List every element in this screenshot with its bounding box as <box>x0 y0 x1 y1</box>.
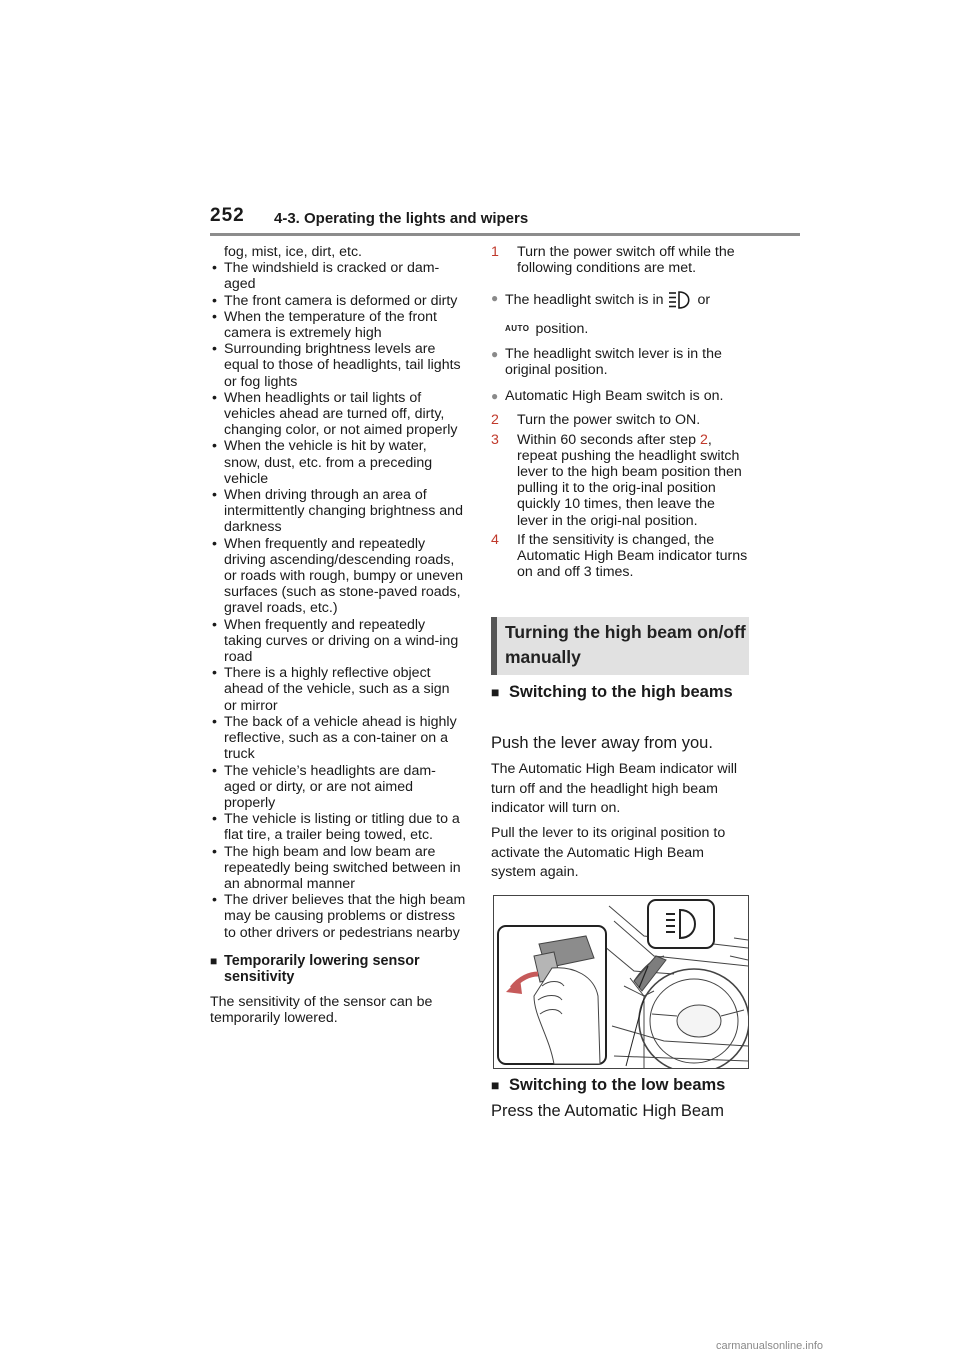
page-number: 252 <box>210 205 245 226</box>
condition-headlight-switch <box>491 290 749 336</box>
watermark: carmanualsonline.info <box>716 1340 824 1352</box>
list-item: • The windshield is cracked or dam-aged <box>210 260 466 292</box>
high-beams-instruction: Push the lever away from you. <box>491 734 713 752</box>
step-text: If the sensitivity is changed, the Automatic High Beam indicator turns on and off 3 times. <box>517 531 748 581</box>
step-number: 1 <box>491 244 499 260</box>
low-beams-subheading: ■ Switching to the low beams <box>491 1075 749 1096</box>
step-reference: 2 <box>699 431 708 448</box>
list-item: • When the temperature of the front camera is extremely high <box>210 309 466 341</box>
list-item: • When frequently and repeatedly taking curves or driving on a wind-ing road <box>210 617 466 666</box>
list-item: • The vehicle’s headlights are dam-aged or dirty, or are not aimed properly <box>210 763 466 812</box>
auto-icon: AUTO <box>505 323 530 333</box>
headlight-icon <box>668 290 694 314</box>
sensitivity-paragraph: The sensitivity of the sensor can be temporarily lowered. <box>210 993 433 1026</box>
step-2 <box>491 412 749 428</box>
section-title: 4-3. Operating the lights and wipers <box>274 210 529 227</box>
step-4 <box>491 532 749 581</box>
list-item: • There is a highly reflective object ahead of the vehicle, such as a sign or mirror <box>210 665 466 714</box>
list-item: • The vehicle is listing or titling due to a flat tire, a trailer being towed, etc. <box>210 811 466 843</box>
high-beams-note-1: The Automatic High Beam indicator will turn off and the headlight high beam indicator will turn on. <box>491 761 738 817</box>
step-number: 4 <box>491 531 499 548</box>
condition-ahb-switch: ● Automatic High Beam switch is on. <box>491 388 749 404</box>
list-item: • When frequently and repeatedly driving ascending/descending roads, or roads with rough, bumpy or uneven surfaces (such as stone-paved roads, gravel roads, etc.) <box>210 536 466 617</box>
step-text: Turn the power switch off while the following conditions are met. <box>517 244 735 277</box>
condition-text: position. <box>535 320 589 337</box>
step-text: Turn the power switch to ON. <box>517 412 701 429</box>
step-number: 3 <box>491 431 499 448</box>
left-column <box>210 244 466 1026</box>
steering-lever-drawing <box>494 896 748 1068</box>
list-item: • Surrounding brightness levels are equal to those of headlights, tail lights or fog lights <box>210 341 466 390</box>
condition-text: The headlight switch is in <box>505 292 664 309</box>
condition-list <box>210 260 466 941</box>
list-item: • When the vehicle is hit by water, snow, dust, etc. from a preceding vehicle <box>210 438 466 487</box>
step-text: , repeat pushing the headlight switch lever to the high beam position then pulling it to the orig-inal position quickly 10 times, then leave the lever in the origi-nal position. <box>517 431 742 529</box>
page-header <box>210 203 800 236</box>
list-item: • The driver believes that the high beam may be causing problems or distress to other drivers or pedestrians nearby <box>210 892 466 941</box>
step-1 <box>491 244 749 276</box>
list-item: • The back of a vehicle ahead is highly reflective, such as a con-tainer on a truck <box>210 714 466 763</box>
condition-lever: ● The headlight switch lever is in the original position. <box>491 346 749 378</box>
continuation-text: fog, mist, ice, dirt, etc. <box>224 244 362 260</box>
sensitivity-subheading: ■ Temporarily lowering sensor sensitivity <box>210 953 466 985</box>
high-beams-note-2: Pull the lever to its original position to activate the Automatic High Beam system again. <box>491 825 726 881</box>
lever-illustration <box>493 895 749 1069</box>
step-number: 2 <box>491 412 499 429</box>
step-3 <box>491 432 749 529</box>
list-item: • When headlights or tail lights of vehicles ahead are turned off, dirty, changing color, or not aimed properly <box>210 390 466 439</box>
list-item: • When driving through an area of intermittently changing brightness and darkness <box>210 487 466 536</box>
right-column <box>491 244 749 580</box>
low-beams-instruction: Press the Automatic High Beam <box>491 1102 724 1120</box>
manual-high-beam-heading: Turning the high beam on/off manually <box>491 617 749 675</box>
high-beams-subheading: ■ Switching to the high beams <box>491 682 749 703</box>
list-item: • The high beam and low beam are repeatedly being switched between in an abnormal manner <box>210 844 466 893</box>
step-text: Within 60 seconds after step <box>517 431 697 448</box>
condition-or: or <box>697 292 711 309</box>
list-item: • The front camera is deformed or dirty <box>210 293 466 309</box>
